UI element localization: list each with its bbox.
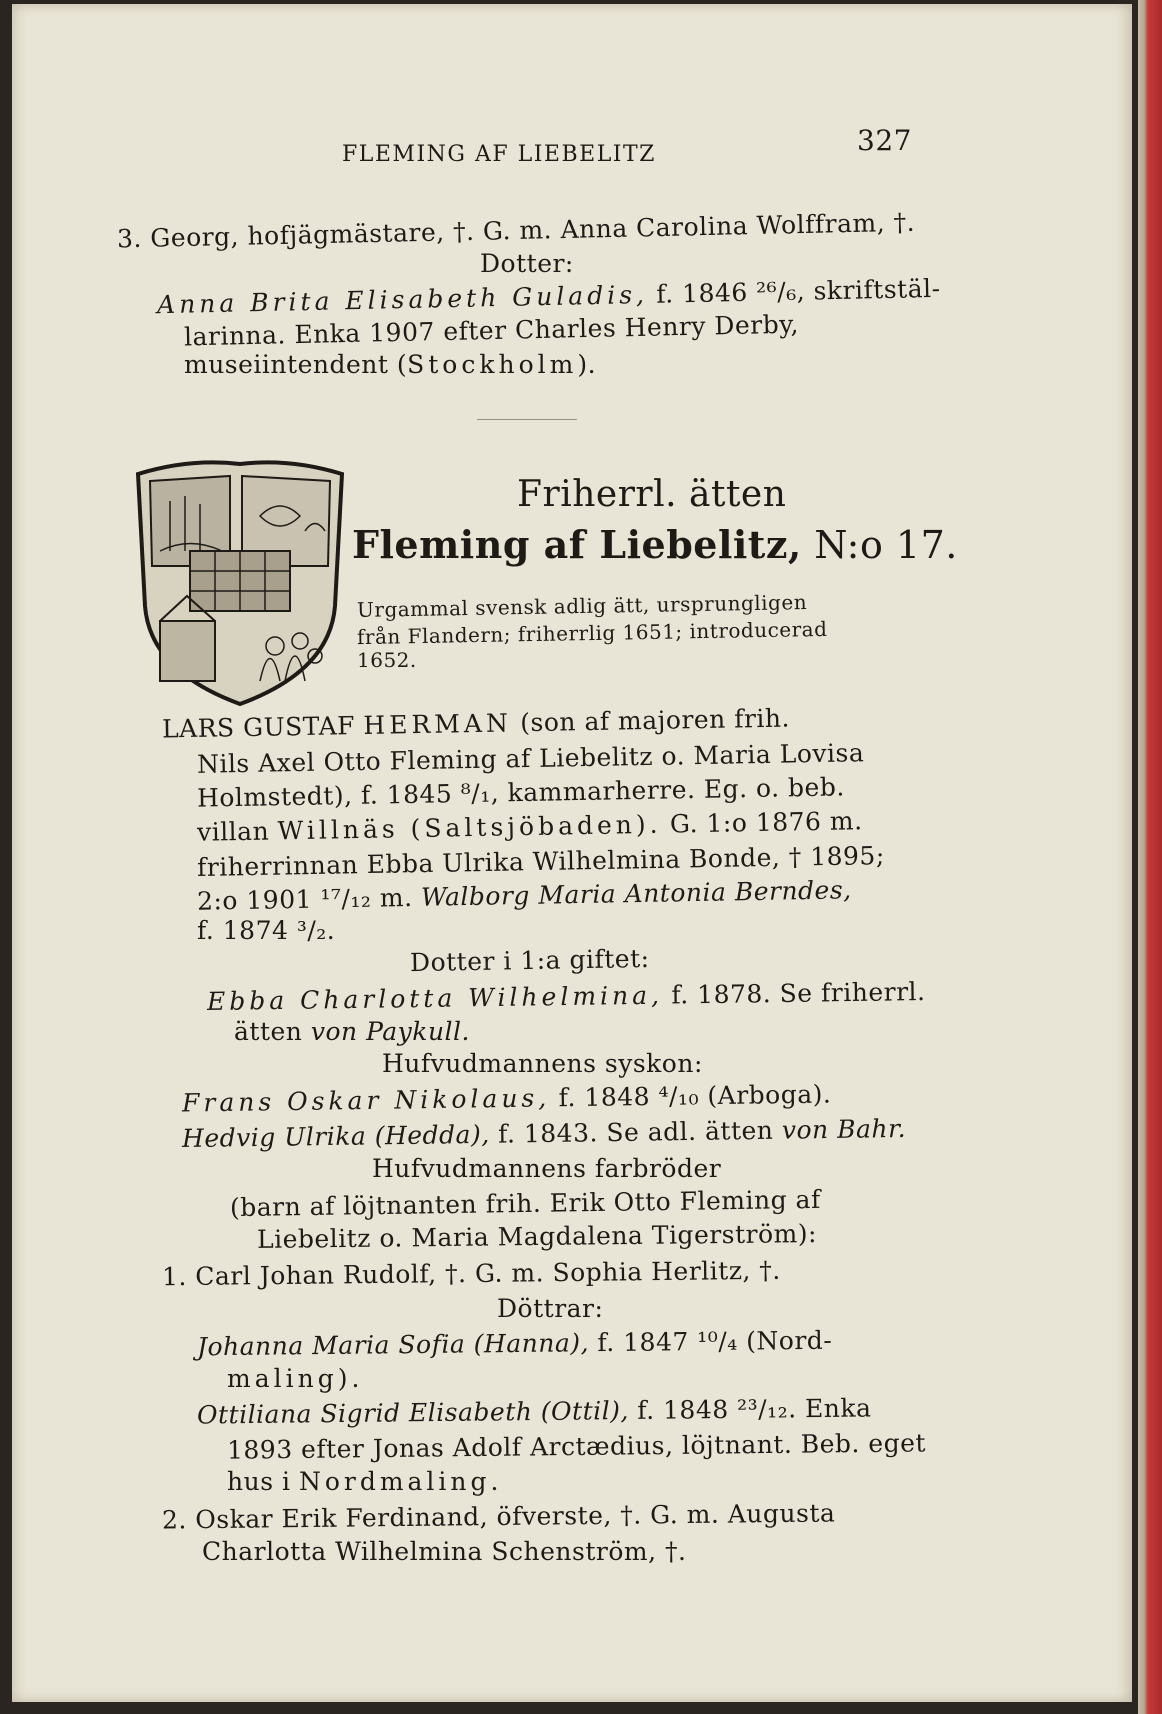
johanna-name: Johanna Maria Sofia (Hanna), bbox=[196, 1328, 590, 1362]
house-family-name: Fleming af Liebelitz, bbox=[352, 522, 802, 567]
running-header: FLEMING AF LIEBELITZ bbox=[342, 142, 656, 167]
frans-details: f. 1848 ⁴/₁₀ (Arboga). bbox=[558, 1079, 832, 1113]
lars-l6-a: 2:o 1901 ¹⁷/₁₂ m. bbox=[196, 882, 413, 916]
lars-l4-b: Willnäs (Saltsjöbaden). bbox=[277, 809, 662, 846]
anna-line-3-a: museiintendent ( bbox=[184, 350, 408, 379]
lars-line-5: friherrinnan Ebba Ulrika Wilhelmina Bonde, † 1895; bbox=[196, 841, 885, 882]
lars-line-7: f. 1874 ³/₂. bbox=[197, 916, 336, 945]
anna-line-3-b: ). bbox=[577, 350, 597, 379]
house-title: Friherrl. ätten bbox=[517, 474, 787, 515]
johanna-line-2: maling). bbox=[227, 1364, 364, 1393]
ebba-line-2 bbox=[234, 1017, 470, 1046]
frans-entry bbox=[182, 1079, 832, 1117]
ott-l3-a: hus i bbox=[227, 1467, 291, 1496]
frans-name: Frans Oskar Nikolaus, bbox=[181, 1083, 551, 1118]
lars-line-2: Nils Axel Otto Fleming af Liebelitz o. Maria Lovisa bbox=[196, 738, 865, 779]
anna-city: Stockholm bbox=[407, 350, 578, 379]
lars-line-4 bbox=[197, 806, 863, 847]
ott-l3-b: Nordmaling. bbox=[298, 1467, 503, 1496]
johanna-entry bbox=[197, 1326, 833, 1362]
ottiliana-entry bbox=[197, 1393, 872, 1429]
coat-of-arms-icon bbox=[130, 456, 350, 711]
lars-l4-a: villan bbox=[196, 816, 270, 847]
house-number: N:o 17. bbox=[814, 523, 958, 567]
anna-name: Anna Brita Elisabeth Guladis, bbox=[156, 279, 649, 320]
carl-entry: 1. Carl Johan Rudolf, †. G. m. Sophia Herlitz, †. bbox=[161, 1255, 781, 1292]
oskar-entry: 2. Oskar Erik Ferdinand, öfverste, †. G. m. Augusta bbox=[161, 1498, 836, 1535]
section-separator bbox=[477, 419, 577, 420]
ebba-details: f. 1878. Se friherrl. bbox=[671, 976, 926, 1010]
syskon-heading: Hufvudmannens syskon: bbox=[382, 1049, 703, 1078]
anna-entry bbox=[157, 274, 941, 319]
dotter-heading: Dotter i 1:a giftet: bbox=[409, 943, 650, 978]
lars-parent: (son af majoren frih. bbox=[519, 703, 791, 738]
georg-dotter-heading: Dotter: bbox=[480, 249, 574, 278]
ebba-entry bbox=[207, 977, 926, 1016]
georg-line: 3. Georg, hofjägmästare, †. G. m. Anna Carolina Wolffram, †. bbox=[116, 207, 916, 254]
book-page bbox=[12, 4, 1132, 1702]
hedvig-details: f. 1843. Se adl. ätten bbox=[497, 1115, 774, 1149]
house-desc-3: 1652. bbox=[357, 648, 417, 672]
lars-l4-c: G. 1:o 1876 m. bbox=[669, 806, 863, 839]
ottiliana-line-3 bbox=[227, 1467, 502, 1496]
anna-line-3 bbox=[184, 350, 596, 379]
house-name bbox=[352, 522, 958, 567]
ottiliana-details: f. 1848 ²³/₁₂. Enka bbox=[637, 1393, 872, 1425]
house-desc-2: från Flandern; friherrlig 1651; introducerad bbox=[356, 616, 828, 650]
johanna-details: f. 1847 ¹⁰/₄ (Nord- bbox=[597, 1325, 833, 1358]
page-number: 327 bbox=[857, 124, 912, 157]
farbroder-sub-1: (barn af löjtnanten frih. Erik Otto Fleming af bbox=[229, 1184, 821, 1223]
anna-details: f. 1846 ²⁶/₆, skriftstäl- bbox=[656, 273, 941, 309]
hedvig-entry bbox=[182, 1114, 907, 1153]
lars-name-b: HERMAN bbox=[363, 708, 513, 740]
ottiliana-line-2: 1893 efter Jonas Adolf Arctædius, löjtnant. Beb. eget bbox=[226, 1428, 927, 1465]
anna-line-2: larinna. Enka 1907 efter Charles Henry Derby, bbox=[183, 309, 800, 352]
lars-line-3: Holmstedt), f. 1845 ⁸/₁, kammarherre. Eg. o. beb. bbox=[196, 772, 846, 813]
lars-line-6 bbox=[197, 875, 852, 915]
ebba-l2-a: ätten bbox=[234, 1017, 303, 1046]
lars-name-a: LARS GUSTAF bbox=[161, 711, 356, 744]
oskar-line-2: Charlotta Wilhelmina Schenström, †. bbox=[202, 1537, 687, 1566]
dottrar-heading: Döttrar: bbox=[497, 1294, 604, 1323]
hedvig-name: Hedvig Ulrika (Hedda), bbox=[181, 1119, 490, 1154]
hedvig-end: von Bahr. bbox=[781, 1113, 907, 1145]
lars-l6-b: Walborg Maria Antonia Berndes, bbox=[420, 875, 852, 912]
house-desc-1: Urgammal svensk adlig ätt, ursprungligen bbox=[356, 590, 808, 622]
farbroder-sub-2: Liebelitz o. Maria Magdalena Tigerström): bbox=[256, 1219, 818, 1254]
farbroder-heading: Hufvudmannens farbröder bbox=[372, 1154, 722, 1183]
ottiliana-name: Ottiliana Sigrid Elisabeth (Ottil), bbox=[196, 1396, 630, 1430]
book-edge bbox=[1138, 0, 1162, 1714]
ebba-name: Ebba Charlotta Wilhelmina, bbox=[206, 980, 664, 1017]
ebba-l2-b: von Paykull. bbox=[310, 1017, 470, 1046]
